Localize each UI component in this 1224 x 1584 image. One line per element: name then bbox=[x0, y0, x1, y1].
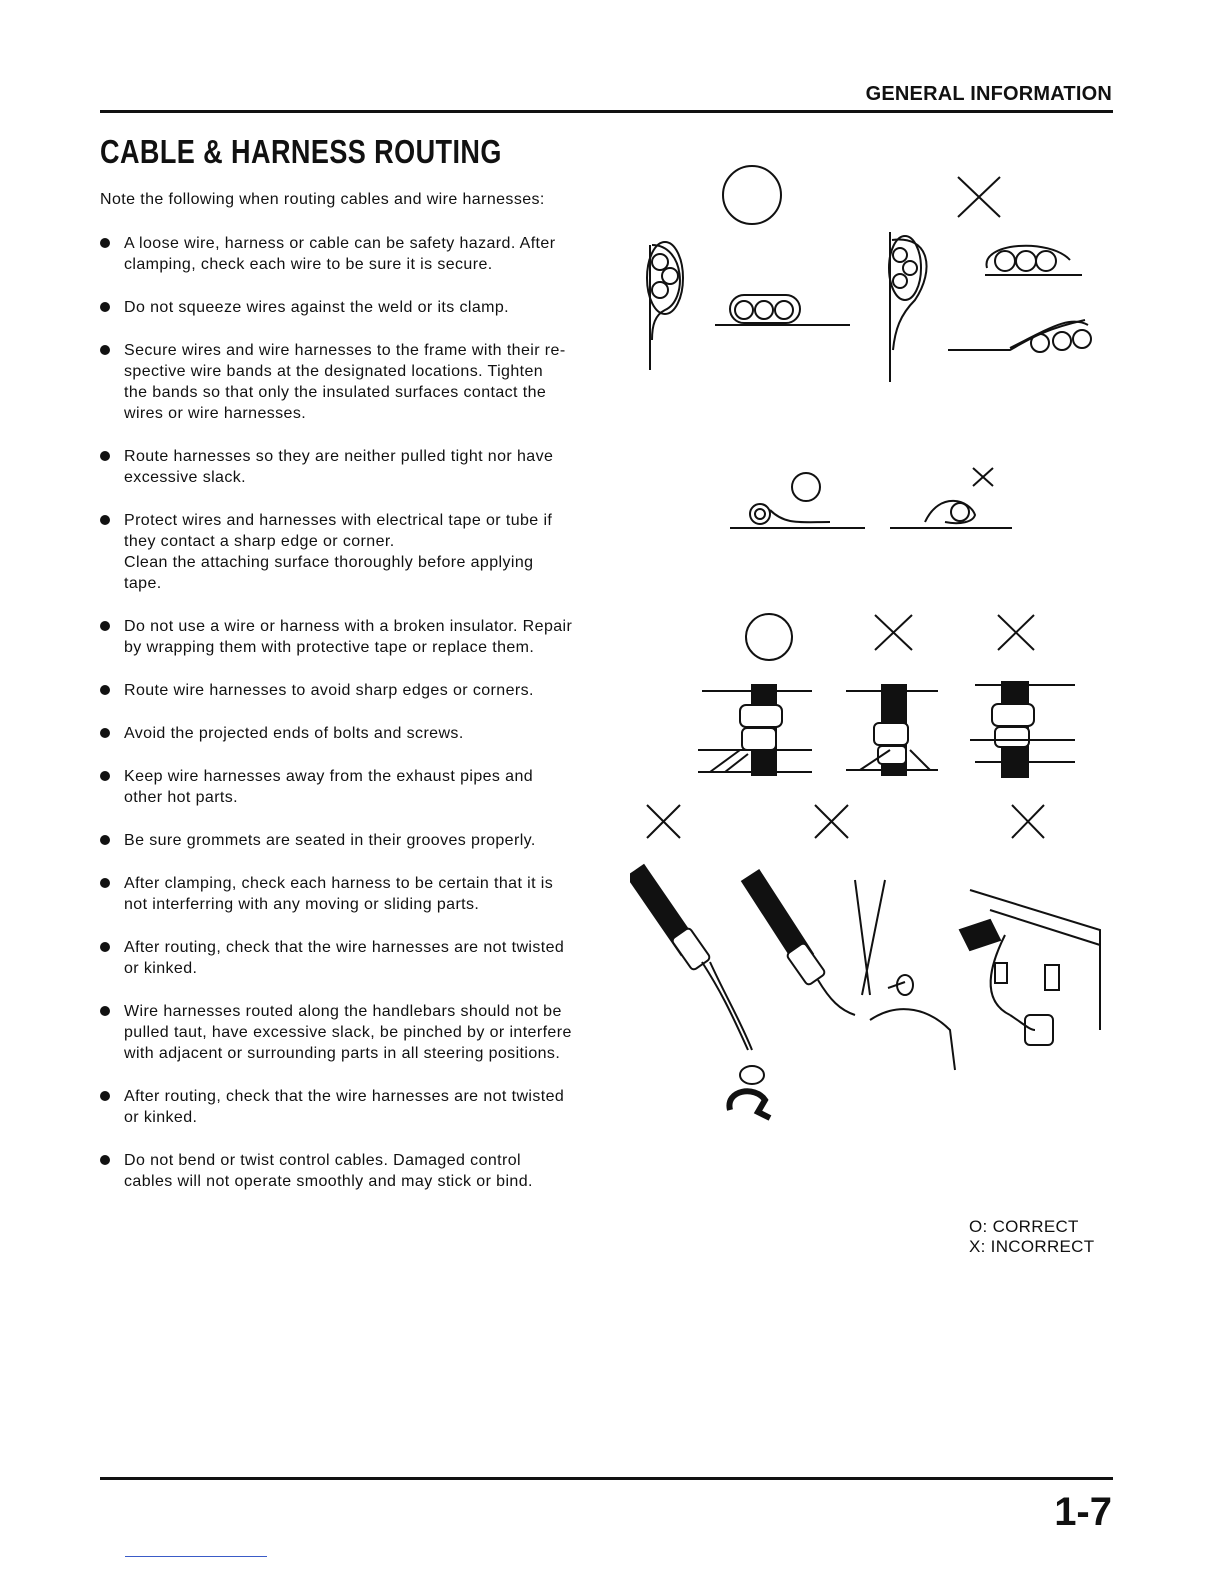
incorrect-mark-icon bbox=[647, 805, 680, 838]
bullet-icon bbox=[100, 345, 110, 355]
bullet-item bbox=[100, 297, 608, 318]
correct-mark-icon bbox=[723, 166, 781, 224]
correct-mark-icon bbox=[746, 614, 792, 660]
bullet-text: Protect wires and harnesses with electrical tape or tube if they contact a sharp edge or corner. Clean the attaching surface thoroughly before applying tape. bbox=[124, 512, 553, 592]
bullet-icon bbox=[100, 451, 110, 461]
section-header: GENERAL INFORMATION bbox=[865, 83, 1112, 105]
bullet-icon bbox=[100, 302, 110, 312]
routing-illustrations bbox=[630, 150, 1130, 1150]
grommet-correct-illustration bbox=[698, 685, 812, 775]
bullet-text: After routing, check that the wire harnesses are not twisted or kinked. bbox=[124, 1088, 565, 1126]
clamp-correct-illustration bbox=[647, 242, 850, 370]
bullet-item bbox=[100, 340, 608, 424]
correct-mark-icon bbox=[792, 473, 820, 501]
bullet-icon bbox=[100, 1006, 110, 1016]
bullet-text: Route wire harnesses to avoid sharp edges or corners. bbox=[124, 682, 534, 699]
bullet-text: After routing, check that the wire harnesses are not twisted or kinked. bbox=[124, 939, 565, 977]
incorrect-mark-icon bbox=[958, 177, 1000, 217]
bullet-item bbox=[100, 510, 608, 594]
legend-incorrect: X: INCORRECT bbox=[969, 1237, 1095, 1256]
bullet-item bbox=[100, 1086, 608, 1128]
page-number: 1-7 bbox=[1054, 1490, 1112, 1534]
bullet-icon bbox=[100, 621, 110, 631]
bullet-icon bbox=[100, 515, 110, 525]
bullet-text: After clamping, check each harness to be certain that it is not interferring with any moving or sliding parts. bbox=[124, 875, 554, 913]
grommet-incorrect-illustration-1 bbox=[846, 685, 938, 775]
bullet-text: Be sure grommets are seated in their grooves properly. bbox=[124, 832, 536, 849]
bullet-icon bbox=[100, 771, 110, 781]
bullet-item bbox=[100, 1001, 608, 1064]
page-title: CABLE & HARNESS ROUTING bbox=[100, 133, 502, 170]
incorrect-mark-icon bbox=[973, 468, 993, 486]
bullet-item bbox=[100, 873, 608, 915]
bullet-item bbox=[100, 616, 608, 658]
footer-link[interactable] bbox=[125, 1556, 267, 1557]
bullet-item bbox=[100, 680, 608, 701]
bullet-icon bbox=[100, 835, 110, 845]
bullet-item bbox=[100, 723, 608, 744]
legend-correct: O: CORRECT bbox=[969, 1217, 1079, 1236]
wire-band-incorrect-illustration bbox=[890, 501, 1012, 528]
bullet-item bbox=[100, 830, 608, 851]
bullet-item bbox=[100, 233, 608, 275]
clamp-incorrect-illustration bbox=[889, 232, 1091, 382]
bullet-item bbox=[100, 766, 608, 808]
bullet-icon bbox=[100, 685, 110, 695]
bullet-text: Route harnesses so they are neither pulled tight nor have excessive slack. bbox=[124, 448, 554, 486]
wire-band-correct-illustration bbox=[730, 504, 865, 528]
bullet-text: Do not bend or twist control cables. Damaged control cables will not operate smoothly and may stick or bind. bbox=[124, 1152, 533, 1190]
header-rule bbox=[100, 110, 1113, 113]
bullet-item bbox=[100, 446, 608, 488]
bullet-icon bbox=[100, 1091, 110, 1101]
bullet-icon bbox=[100, 1155, 110, 1165]
twisted-cable-illustration bbox=[635, 870, 770, 1118]
intro-text: Note the following when routing cables and wire harnesses: bbox=[100, 191, 545, 208]
bullet-text: Wire harnesses routed along the handlebars should not be pulled taut, have excessive slack, be pinched by or interfere with adjacent or surrounding parts in all steering positions. bbox=[124, 1003, 572, 1062]
incorrect-mark-icon bbox=[998, 615, 1034, 650]
bullet-text: Avoid the projected ends of bolts and screws. bbox=[124, 725, 464, 742]
bullet-icon bbox=[100, 238, 110, 248]
bullet-text: Keep wire harnesses away from the exhaust pipes and other hot parts. bbox=[124, 768, 534, 806]
legend bbox=[969, 1217, 1094, 1257]
footer-rule bbox=[100, 1477, 1113, 1480]
grommet-incorrect-illustration-2 bbox=[970, 682, 1075, 777]
instruction-list bbox=[100, 233, 608, 1192]
bullet-item bbox=[100, 1150, 608, 1192]
bullet-icon bbox=[100, 728, 110, 738]
bullet-item bbox=[100, 937, 608, 979]
bullet-icon bbox=[100, 878, 110, 888]
incorrect-mark-icon bbox=[875, 615, 912, 650]
handlebar-routing-illustration bbox=[960, 890, 1100, 1045]
bullet-text: A loose wire, harness or cable can be safety hazard. After clamping, check each wire to be sure it is secure. bbox=[124, 235, 556, 273]
bullet-text: Do not squeeze wires against the weld or its clamp. bbox=[124, 299, 510, 316]
incorrect-mark-icon bbox=[815, 805, 848, 838]
pinched-cable-illustration bbox=[750, 875, 955, 1070]
bullet-icon bbox=[100, 942, 110, 952]
bullet-text: Secure wires and wire harnesses to the frame with their re- spective wire bands at the designated locations. Tighten the bands so that only the insulated surfaces contact the wires or wire harnesses. bbox=[124, 342, 566, 422]
bullet-text: Do not use a wire or harness with a broken insulator. Repair by wrapping them with protective tape or replace them. bbox=[124, 618, 573, 656]
incorrect-mark-icon bbox=[1012, 805, 1044, 838]
